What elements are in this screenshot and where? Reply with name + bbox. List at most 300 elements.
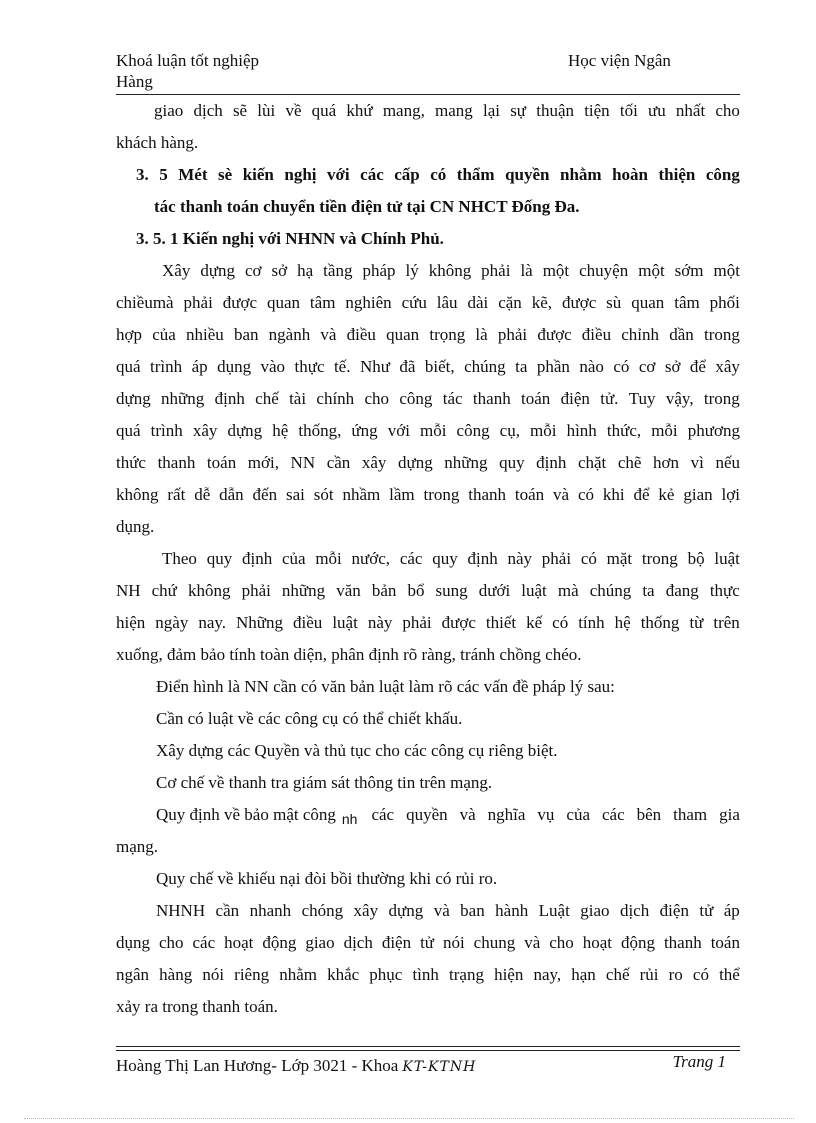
word: cần [215,901,240,920]
word: không [187,581,231,600]
word: dễ [194,485,211,504]
word: khắc [327,965,360,984]
word: và [553,485,570,504]
word: tế. [333,357,351,376]
paragraph-line [116,575,740,607]
word: sung [435,581,468,600]
word: phải [183,293,213,312]
word: vì [690,453,704,472]
word: dụng [217,357,252,376]
word: cơ [245,261,262,280]
word: hoạt [582,933,612,952]
list-item: Xây dựng các Quyền và thủ tục cho các công cụ riêng biệt. [156,741,558,760]
paragraph-line: dụng. [116,517,155,536]
word: ngày [155,613,189,632]
word: áp [723,901,740,920]
word: lợi [721,485,740,504]
word: bộ [687,549,705,568]
word: các [601,805,625,824]
word: quyền [505,165,550,184]
word: tài [289,389,307,408]
word: quy [499,453,525,472]
word: điều [293,613,323,632]
word: xây [192,421,218,440]
word: để [689,357,706,376]
paragraph-line [116,351,740,383]
word: các [399,549,423,568]
word: trong [703,325,740,344]
word: quá [311,101,337,120]
word: kế [526,613,543,632]
word: ưu [648,101,666,120]
word: dịch [619,901,650,920]
word: cần [326,453,351,472]
word: điều [346,325,376,344]
word: hệ [614,613,631,632]
word: cho [549,933,574,952]
word: xây [715,357,740,376]
paragraph-line: xuống, đảm bảo tính toàn diện, phân định rõ ràng, tránh chồng chéo. [116,645,582,664]
word: Luật [538,901,570,920]
page-footer [116,1054,740,1078]
word: tử [420,933,434,952]
word: giao [154,101,184,120]
word: thống [640,613,680,632]
word: toán [710,933,740,952]
word: quyền [406,805,448,824]
word: Tuy [628,389,656,408]
paragraph-line [116,255,740,287]
word: mặt [606,549,633,568]
word: luật [332,613,358,632]
word: một [542,261,570,280]
word: nói [202,965,225,984]
word: ngành [268,325,311,344]
word: và [433,901,450,920]
word: không [116,485,159,504]
word: dịch [193,101,223,120]
word: ban [233,325,259,344]
word: giao [305,933,335,952]
word: có [692,965,709,984]
word: phối [709,293,740,312]
list-item-text-start: Quy định về bảo mật công [156,805,336,824]
word: phải [541,549,572,568]
word: của [281,549,306,568]
word: thanh [472,389,511,408]
word: quá [116,357,141,376]
word: lùi [257,101,276,120]
paragraph-line [116,959,740,991]
word: xây [353,901,379,920]
word: Những [236,613,284,632]
word: rủi [639,965,659,984]
word: thực [294,357,325,376]
word: có [577,485,595,504]
word: khứ [346,101,373,120]
word: toán [206,453,237,472]
word: hạn [571,965,596,984]
list-item: Cơ chế về thanh tra giám sát thông tin trên mạng. [156,773,493,792]
word: biết, [424,357,455,376]
header-left [116,50,416,92]
word: NHNH [156,901,206,920]
word: thẩm [456,165,495,184]
word: sự [510,101,527,120]
word: Theo [162,549,197,568]
subsection-heading: 3. 5. 1 Kiến nghị với NHNN và Chính Phủ. [136,229,444,248]
word: nghị [284,165,317,184]
word: thức, [606,421,642,440]
word: sai [285,485,305,504]
paragraph-line [116,927,740,959]
word: vậy, [665,389,694,408]
word: dựng [397,453,433,472]
word: cơ [638,357,656,376]
word: ngân [116,965,150,984]
paragraph-line [116,895,740,927]
word: hiện [116,613,146,632]
word: đang [665,581,699,600]
word: hàng [159,965,193,984]
word: và [459,805,476,824]
word: chế [255,389,279,408]
word: sót [313,485,334,504]
word: cho [715,101,740,120]
word: nào [579,357,604,376]
word: NN [290,453,316,472]
word: ta [515,357,528,376]
word: tử. [600,389,619,408]
word: cứu [401,293,427,312]
word: thanh [663,933,702,952]
header-institution: Học viện Ngân [568,51,671,70]
page-number: Trang 1 [672,1052,726,1071]
section-heading [116,159,740,191]
word: toán [514,485,545,504]
word: thiện [658,165,696,184]
list-item-fragment: nh [341,811,358,827]
word: điện [381,933,412,952]
word: trên [713,613,740,632]
word: bản [371,581,397,600]
word: quy [432,549,458,568]
word: được [561,293,597,312]
word: Như [359,357,390,376]
word: dài [467,293,489,312]
word: hạ [297,261,314,280]
word: tác [442,389,463,408]
word: công [456,421,490,440]
list-item-cont: mạng. [116,837,159,856]
paragraph-line [116,447,740,479]
word: phải [241,581,271,600]
word: hoạt [224,933,254,952]
word: sẽ [232,101,248,120]
word: đã [399,357,416,376]
word: của [566,805,590,824]
word: động [262,933,297,952]
word: dựng [227,421,263,440]
word: sớm [674,261,704,280]
word: phải [402,613,432,632]
word: tâm [674,293,700,312]
paragraph-line [116,95,740,127]
word: văn [336,581,361,600]
page-edge [24,1118,794,1119]
word: có [613,357,630,376]
word: trong [641,549,678,568]
word: áp [191,357,208,376]
word: chặt [577,453,607,472]
paragraph-line [116,607,740,639]
paragraph-line [116,383,740,415]
word: mà [557,581,579,600]
word: nghiên [345,293,392,312]
paragraph-line [116,479,740,511]
word: từ [689,613,704,632]
word: để [633,485,650,504]
header-thesis-title-cont: Hàng [116,72,153,91]
word: tâm [309,293,336,312]
word: trong [703,389,740,408]
word: hiện [494,965,524,984]
paragraph-line [116,319,740,351]
word: Mét [178,165,208,184]
word: của [152,325,176,344]
word: dựng [388,901,424,920]
paragraph-line: khách hàng. [116,133,199,152]
word: kẻ [658,485,675,504]
word: sở [271,261,288,280]
word: sở [664,357,681,376]
word: về [285,101,302,120]
word: lý [405,261,419,280]
word: được [441,613,476,632]
word: thiết [485,613,517,632]
word: xây [361,453,387,472]
word: nhất [675,101,706,120]
word: được [537,325,572,344]
word: pháp [362,261,396,280]
word: nhằm [560,165,602,184]
word: nếu [715,453,740,472]
word: một [713,261,740,280]
list-item [116,799,740,831]
word: luật [521,581,547,600]
word: bên [636,805,662,824]
word: mỗi [315,549,342,568]
word: cấp [394,165,420,184]
word: kẽ, [531,293,553,312]
word: đến [252,485,278,504]
word: hoàn [612,165,648,184]
footer-author [116,1054,476,1079]
list-item: Quy chế về khiếu nại đòi bồi thường khi có rủi ro. [156,869,498,888]
word: quan [631,293,665,312]
paragraph-line [116,287,740,319]
word: dựng [116,389,151,408]
word: thanh [157,453,196,472]
word: có [580,549,597,568]
word: chế [605,965,630,984]
word: thanh [468,485,507,504]
word: sè [218,165,233,184]
word: phương [687,421,740,440]
word: ứng [351,421,378,440]
word: chiềumà [116,293,174,312]
word: hệ [272,421,289,440]
word: nhanh [249,901,292,920]
word: nói [442,933,465,952]
word: nhằm [279,965,317,984]
word: công [705,165,740,184]
word: phần [536,357,570,376]
paragraph-line: xảy ra trong thanh toán. [116,997,278,1016]
list-item-text-end [371,799,740,831]
word: dịch [343,933,373,952]
word: điện [659,901,689,920]
word: trong [423,485,460,504]
word: cặn [498,293,522,312]
word: chóng [301,901,344,920]
word: dưới [478,581,511,600]
word: bổ [407,581,425,600]
word: với [387,421,410,440]
word: 3. [136,165,149,184]
word: cho [364,389,390,408]
word: NH [116,581,141,600]
paragraph-line [116,415,740,447]
word: cho [158,933,184,952]
word: những [281,581,326,600]
word: trọng [429,325,466,344]
word: phục [369,965,403,984]
word: ro [668,965,683,984]
document-body [116,95,740,1023]
word: khi [602,485,625,504]
word: gia [719,805,740,824]
word: định [214,389,245,408]
word: ban [460,901,485,920]
paragraph-line [116,543,740,575]
list-item: Cần có luật về các công cụ có thể chiết khấu. [156,709,463,728]
word: nghĩa [487,805,526,824]
word: nhiều [185,325,224,344]
word: gian [683,485,713,504]
word: nay. [198,613,227,632]
word: chúng [589,581,632,600]
word: tình [412,965,439,984]
word: thuận [536,101,574,120]
word: các [360,165,384,184]
word: mang, [382,101,425,120]
word: quan [386,325,420,344]
word: hành [495,901,529,920]
word: vụ [537,805,555,824]
word: nay, [533,965,562,984]
word: định [467,549,498,568]
word: lầm [389,485,415,504]
word: tầng [323,261,353,280]
word: trình [150,357,183,376]
word: này [507,549,533,568]
word: mang [435,101,473,120]
section-heading-cont: tác thanh toán chuyển tiền điện tử tại CN NHCT Đống Đa. [154,197,580,216]
word: sù [606,293,622,312]
word: trạng [449,965,484,984]
word: mỗi [651,421,678,440]
footer-author-text: Hoàng Thị Lan Hương- Lớp 3021 - Khoa [116,1056,399,1075]
word: định [536,453,567,472]
word: nhầm [342,485,381,504]
word: thể [719,965,740,984]
header-thesis-title: Khoá luận tốt nghiệp [116,51,260,70]
word: toán [521,389,551,408]
word: hình [566,421,597,440]
word: chúng [464,357,506,376]
word: phải [497,325,528,344]
word: những [161,389,205,408]
word: công [399,389,433,408]
word: dần [669,325,694,344]
word: tính [578,613,605,632]
word: chính [316,389,355,408]
word: kiến [242,165,274,184]
footer-divider [116,1046,740,1047]
word: không [428,261,472,280]
word: phải [481,261,511,280]
word: chỉnh [621,325,660,344]
word: thống, [298,421,342,440]
word: luật [714,549,740,568]
word: động [620,933,655,952]
word: trình [150,421,183,440]
word: riêng [234,965,270,984]
word: tiện [584,101,610,120]
paragraph-line: Điển hình là NN cần có văn bản luật làm rõ các vấn đề pháp lý sau: [156,677,615,696]
word: nước, [351,549,391,568]
word: mỗi [420,421,447,440]
word: chẽ [617,453,642,472]
word: điện [560,389,590,408]
word: các [371,805,395,824]
word: điều [581,325,612,344]
word: và [524,933,541,952]
word: dụng [116,933,150,952]
word: tối [619,101,638,120]
word: Xây [162,261,191,280]
footer-divider [116,1050,740,1051]
word: vào [260,357,286,376]
word: quá [116,421,141,440]
footer-department: KT-KTNH [402,1059,477,1075]
word: thức [116,453,146,472]
word: các [192,933,216,952]
word: có [552,613,569,632]
word: này [367,613,393,632]
word: tử [699,901,714,920]
word: và [320,325,337,344]
word: mới, [247,453,279,472]
word: ta [642,581,655,600]
word: định [241,549,273,568]
word: tham [673,805,708,824]
word: hợp [116,325,142,344]
word: mỗi [530,421,557,440]
word: lâu [436,293,458,312]
word: một [638,261,665,280]
